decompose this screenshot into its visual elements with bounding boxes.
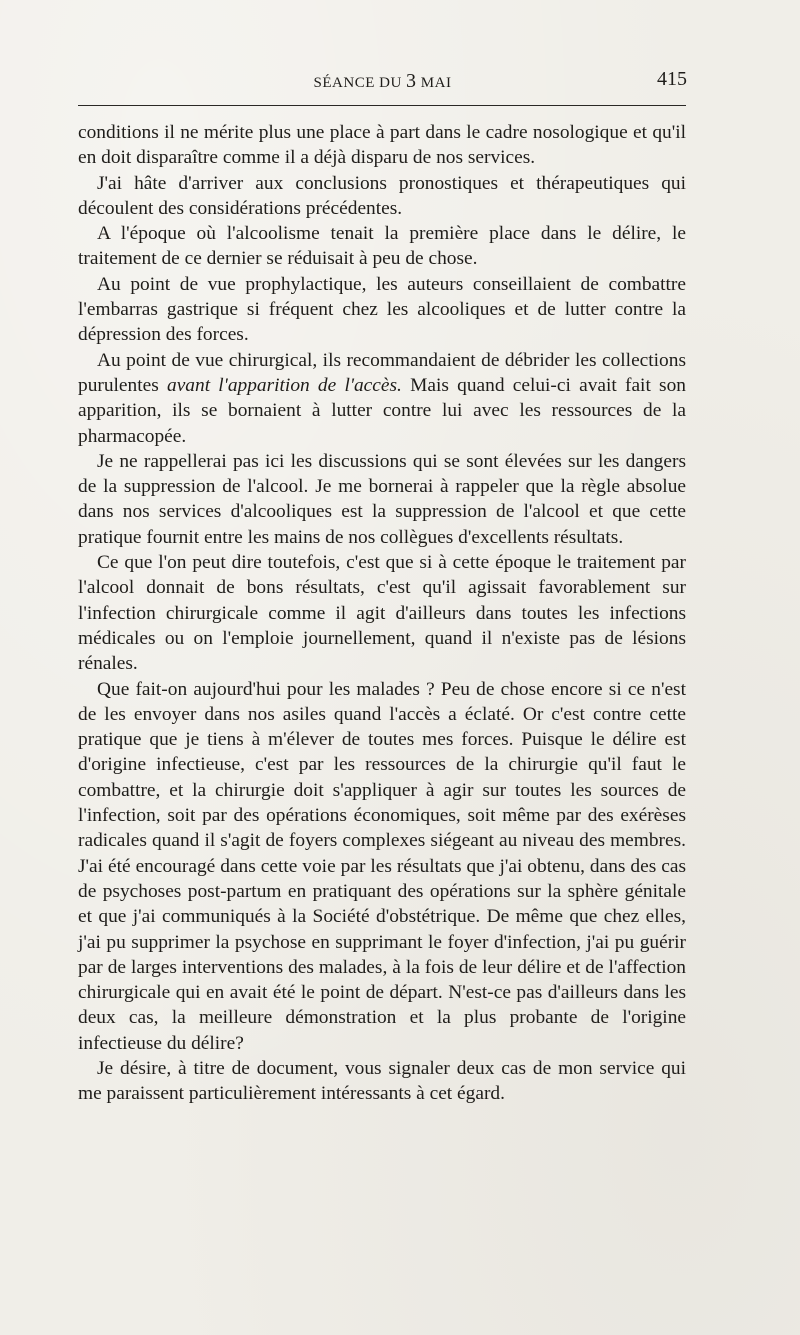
running-head-prefix: SÉANCE DU: [313, 75, 402, 91]
running-head-number: 3: [406, 70, 417, 92]
running-head: [78, 70, 687, 93]
paragraph: J'ai hâte d'arriver aux conclusions pronostiques et thérapeutiques qui découlent des considérations précédentes.: [78, 172, 686, 219]
paragraph: Je désire, à titre de document, vous signaler deux cas de mon service qui me paraissent particulièrement intéressants à cet égard.: [78, 1057, 686, 1105]
page-header: [78, 70, 687, 96]
paragraph: Que fait-on aujourd'hui pour les malades ? Peu de chose encore si ce n'est de les envoyer dans nos asiles quand l'accès a éclaté. Or c'est contre cette pratique que je tiens à m'élever de toutes mes forces. Puisque le délire est d'origine infectieuse, c'est par les ressources de la chirurgie qu'il faut le combattre, et la chirurgie doit s'appliquer à agir sur toutes les sources de l'infection, soit par des opérations économiques, soit même par des exérèses radicales quand il s'agit de foyers complexes siégeant au niveau des membres. J'ai été encouragé dans cette voie par les résultats que j'ai obtenu, dans des cas de psychoses post-partum en pratiquant des opérations sur la sphère génitale et que j'ai communiqués à la Société d'obstétrique. De même que chez elles, j'ai pu supprimer la psychose en supprimant le foyer d'infection, j'ai pu guérir par de larges interventions des malades, à la fois de leur délire et de l'affection chirurgicale qui en avait été le point de départ. N'est-ce pas d'ailleurs dans les deux cas, la meilleure démonstration et la plus probante de l'origine infectieuse du délire?: [78, 678, 686, 1054]
paragraph-text: Au point de vue chirurgical, ils recommandaient de débrider les collections purulentes: [78, 349, 686, 396]
paragraph: Au point de vue prophylactique, les auteurs conseillaient de combattre l'embarras gastrique si fréquent chez les alcooliques et de lutter contre la dépression des forces.: [78, 273, 686, 346]
paragraph-italic-text: avant l'apparition de l'accès.: [167, 374, 402, 396]
page-number: 415: [657, 68, 687, 90]
header-rule: [78, 105, 686, 106]
body-text: [78, 120, 686, 1107]
paragraph-text: Mais quand celui-ci avait fait son apparition, ils se bornaient à lutter contre lui avec les ressources de la pharmacopée.: [78, 374, 686, 447]
paragraph: Je ne rappellerai pas ici les discussions qui se sont élevées sur les dangers de la suppression de l'alcool. Je me bornerai à rappeler que la règle absolue dans nos services d'alcooliques est la suppression de l'alcool et que cette pratique fournit entre les mains de nos collègues d'excellents résultats.: [78, 450, 686, 548]
paragraph: Ce que l'on peut dire toutefois, c'est que si à cette époque le traitement par l'alcool donnait de bons résultats, c'est qu'il agissait favorablement sur l'infection chirurgicale comme il agit d'ailleurs dans toutes les infections médicales ou on l'emploie journellement, quand il n'existe pas de lésions rénales.: [78, 552, 686, 675]
running-head-suffix: MAI: [420, 75, 452, 91]
paragraph: [78, 348, 686, 449]
paragraph: A l'époque où l'alcoolisme tenait la première place dans le délire, le traitement de ce dernier se réduisait à peu de chose.: [78, 223, 686, 270]
paragraph-continued: conditions il ne mérite plus une place à part dans le cadre nosologique et qu'il en doit disparaître comme il a déjà disparu de nos services.: [78, 122, 686, 169]
